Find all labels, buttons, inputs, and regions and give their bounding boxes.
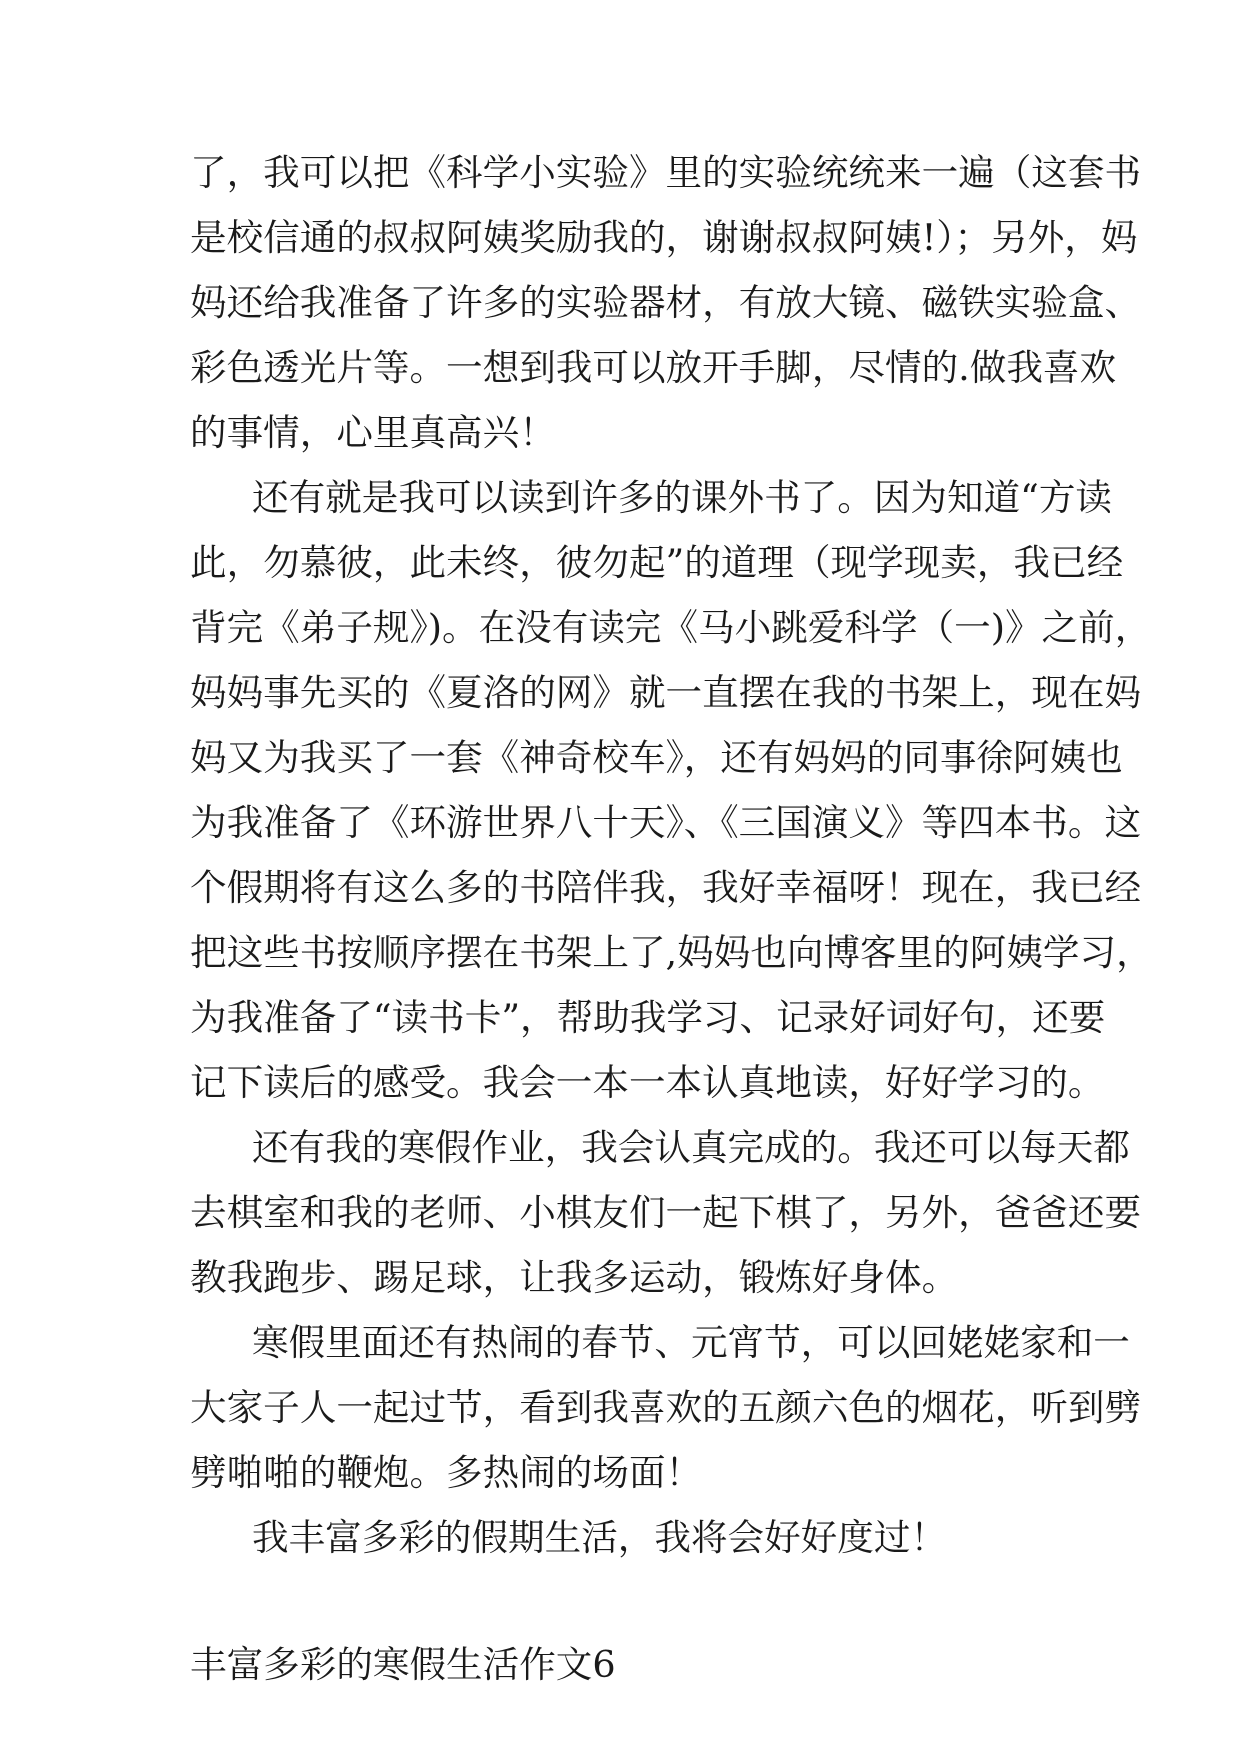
text-line: 为我准备了“读书卡”，帮助我学习、记录好词好句，还要 (190, 996, 1106, 1039)
text-line: 妈还给我准备了许多的实验器材，有放大镜、磁铁实验盒、 (190, 281, 1142, 324)
paragraph-first-line: 还有就是我可以读到许多的课外书了。因为知道“方读 (252, 476, 1112, 519)
text-line: 妈妈事先买的《夏洛的网》就一直摆在我的书架上，现在妈 (190, 671, 1142, 714)
text-line: 为我准备了《环游世界八十天》、《三国演义》等四本书。这 (190, 801, 1142, 844)
text-line: 个假期将有这么多的书陪伴我，我好幸福呀！现在，我已经 (190, 866, 1142, 909)
text-line: 彩色透光片等。一想到我可以放开手脚，尽情的.做我喜欢 (190, 346, 1117, 389)
text-line: 记下读后的感受。我会一本一本认真地读，好好学习的。 (190, 1061, 1105, 1104)
section-heading: 丰富多彩的寒假生活作文6 (190, 1643, 616, 1686)
text-line: 的事情，心里真高兴！ (190, 411, 556, 454)
text-line: 背完《弟子规》)。在没有读完《马小跳爱科学（一)》之前， (190, 606, 1152, 649)
text-line: 是校信通的叔叔阿姨奖励我的，谢谢叔叔阿姨!）；另外，妈 (190, 216, 1138, 259)
text-line: 大家子人一起过节，看到我喜欢的五颜六色的烟花，听到劈 (190, 1386, 1142, 1429)
paragraph-first-line: 还有我的寒假作业，我会认真完成的。我还可以每天都 (252, 1126, 1130, 1169)
text-line: 此，勿慕彼，此未终，彼勿起”的道理（现学现卖，我已经 (190, 541, 1124, 584)
paragraph-first-line: 寒假里面还有热闹的春节、元宵节，可以回姥姥家和一 (252, 1321, 1130, 1364)
text-line: 去棋室和我的老师、小棋友们一起下棋了，另外，爸爸还要 (190, 1191, 1142, 1234)
text-line: 教我跑步、踢足球，让我多运动，锻炼好身体。 (190, 1256, 959, 1299)
text-line: 劈啪啪的鞭炮。多热闹的场面！ (190, 1451, 703, 1494)
text-line: 了，我可以把《科学小实验》里的实验统统来一遍（这套书 (190, 151, 1142, 194)
paragraph-first-line: 我丰富多彩的假期生活，我将会好好度过！ (252, 1516, 947, 1559)
text-line: 妈又为我买了一套《神奇校车》，还有妈妈的同事徐阿姨也 (190, 736, 1123, 779)
text-line: 把这些书按顺序摆在书架上了,妈妈也向博客里的阿姨学习， (190, 931, 1153, 974)
